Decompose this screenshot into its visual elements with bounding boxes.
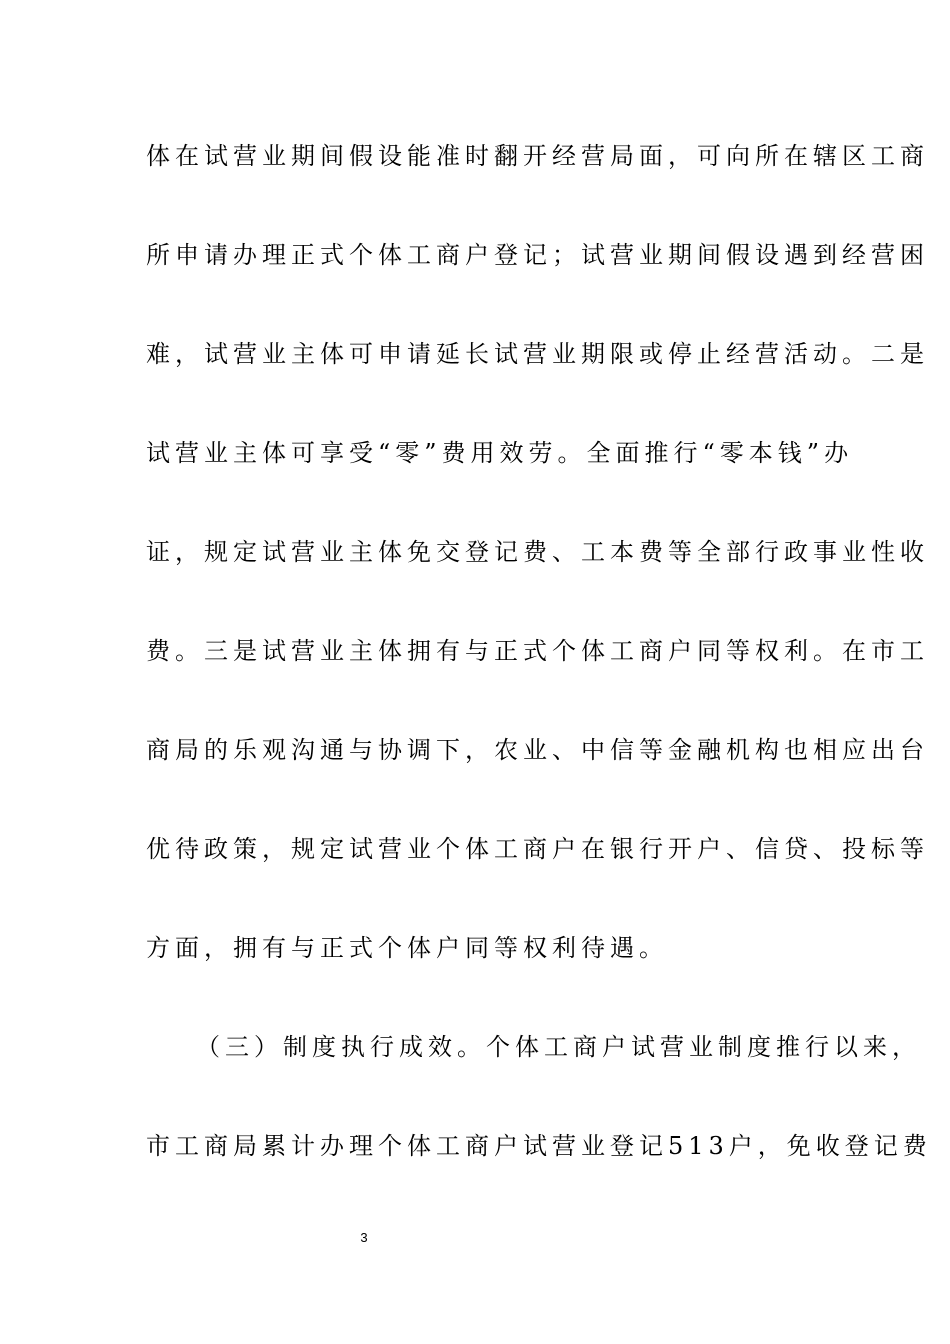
paragraph-line-9: 方面，拥有与正式个体户同等权利待遇。 (146, 934, 668, 962)
section-heading-line: （三）制度执行成效。个体工商户试营业制度推行以来， (196, 1033, 921, 1061)
paragraph-line-4: 试营业主体可享受“零”费用效劳。全面推行“零本钱”办 (146, 439, 854, 467)
paragraph-line-6: 费。三是试营业主体拥有与正式个体工商户同等权利。在市工 (146, 637, 929, 665)
paragraph-line-11: 市工商局累计办理个体工商户试营业登记513户，免收登记费 (146, 1132, 932, 1160)
paragraph-line-5: 证，规定试营业主体免交登记费、工本费等全部行政事业性收 (146, 538, 929, 566)
paragraph-line-3: 难，试营业主体可申请延长试营业期限或停止经营活动。二是 (146, 340, 929, 368)
paragraph-line-7: 商局的乐观沟通与协调下，农业、中信等金融机构也相应出台 (146, 736, 929, 764)
paragraph-line-1: 体在试营业期间假设能准时翻开经营局面，可向所在辖区工商 (146, 142, 929, 170)
paragraph-line-8: 优待政策，规定试营业个体工商户在银行开户、信贷、投标等 (146, 835, 929, 863)
paragraph-line-2: 所申请办理正式个体工商户登记；试营业期间假设遇到经营困 (146, 241, 929, 269)
page-number: 3 (360, 1230, 368, 1245)
